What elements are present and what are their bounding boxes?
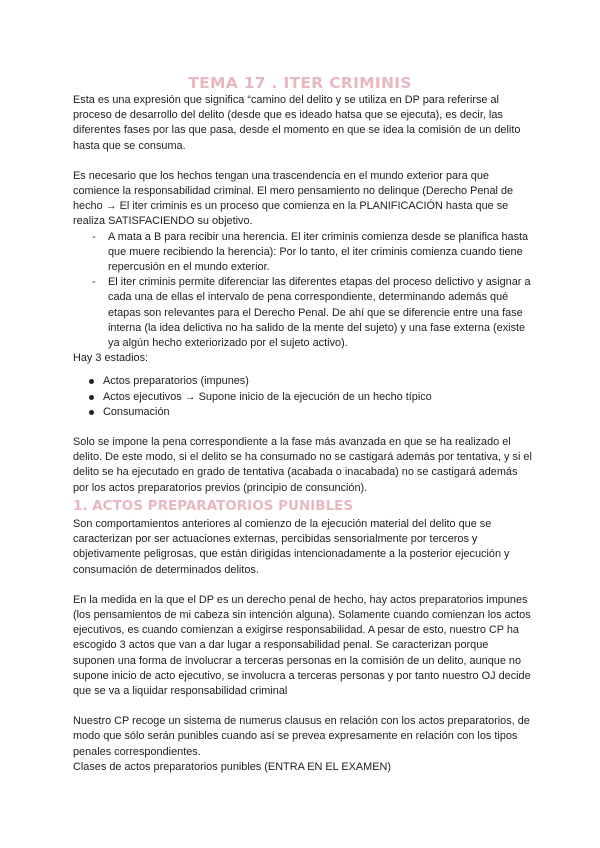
estadio-item: Consumación [86, 405, 533, 420]
section1-paragraph-3: Nuestro CP recoge un sistema de numerus clausus en relación con los actos preparatorios, de modo que sólo serán punibles cuando así se prevea expresamente en relación con los tipos penales correspondientes. [73, 715, 530, 758]
section1-body [73, 517, 533, 775]
dash-item: - A mata a B para recibir una herencia. El iter criminis comienza desde se planifica hasta que muere recibiendo la herencia): Por lo tanto, el iter criminis comienza cuando tiene repercusión en el mundo exterior. [92, 230, 533, 276]
section1-paragraph-1: Son comportamientos anteriores al comienzo de la ejecución material del delito que se caracterizan por ser actuaciones externas, percibidas sensorialmente por terceros y objetivamente peligrosas, que están dirigidas intencionadamente a la posterior ejecución y consumación de determinados delitos. [73, 518, 510, 576]
section-heading-actos-preparatorios: 1. ACTOS PREPARATORIOS PUNIBLES [73, 498, 354, 514]
page-title: TEMA 17 . ITER CRIMINIS [188, 74, 412, 92]
intro-paragraph: Esta es una expresión que significa “camino del delito y se utiliza en DP para referirse al proceso de desarrollo del delito (desde que es ideado hatsa que se ejecuta), es decir, las diferentes fases por las que pasa, desde el momento en que se idea la comisión de un delito hasta que se consuma. [73, 94, 521, 152]
dash-item: - El iter criminis permite diferenciar las diferentes etapas del proceso delictivo y asignar a cada una de ellas el intervalo de pena correspondiente, determinando además qué etapas son relevantes para el Derecho Penal. De ahí que se diferencie entre una fase interna (la idea delictiva no ha salido de la mente del sujeto) y una fase externa (existe ya algún hecho exteriorizado por el sujeto activo). [92, 275, 533, 351]
section1-paragraph-4: Clases de actos preparatorios punibles (ENTRA EN EL EXAMEN) [73, 760, 391, 773]
estadio-item: Actos ejecutivos → Supone inicio de la ejecución de un hecho típico [86, 390, 533, 405]
intro-body [73, 93, 533, 496]
estadio-item: Actos preparatorios (impunes) [86, 374, 533, 389]
necesario-paragraph: Es necesario que los hechos tengan una trascendencia en el mundo exterior para que comience la responsabilidad criminal. El mero pensamiento no delinque (Derecho Penal de hecho → El iter criminis es un proceso que comienza en la PLANIFICACIÓN hasta que se realiza SATISFACIENDO su objetivo. [73, 169, 514, 228]
estadios-list [73, 374, 533, 420]
section1-paragraph-2: En la medida en la que el DP es un derecho penal de hecho, hay actos preparatorios impunes (los pensamientos de mi cabeza sin intención alguna). Solamente cuando comienzan los actos ejecutivos, es cuando comienzan a exigirse responsabilidad. A pesar de esto, nuestro CP ha escogido 3 actos que van a dar lugar a responsabilidad penal. Se caracterizan porque suponen una forma de involucrar a terceras personas en la comisión de un delito, aunque no supone inicio de acto ejecutivo, se involucra a terceras personas y por tanto nuestro OJ decide que se va a liquidar responsabilidad criminal [73, 593, 531, 698]
dash-list [73, 230, 533, 352]
consuncion-paragraph: Solo se impone la pena correspondiente a la fase más avanzada en que se ha realizado el delito. De este modo, si el delito se ha consumado no se castigará además por tentativa, y si el delito se ha ejecutado en grado de tentativa (acabada o inacabada) no se castigará además por los actos preparatorios previos (principio de consunción). [73, 436, 532, 494]
estadios-intro: Hay 3 estadios: [73, 352, 149, 365]
